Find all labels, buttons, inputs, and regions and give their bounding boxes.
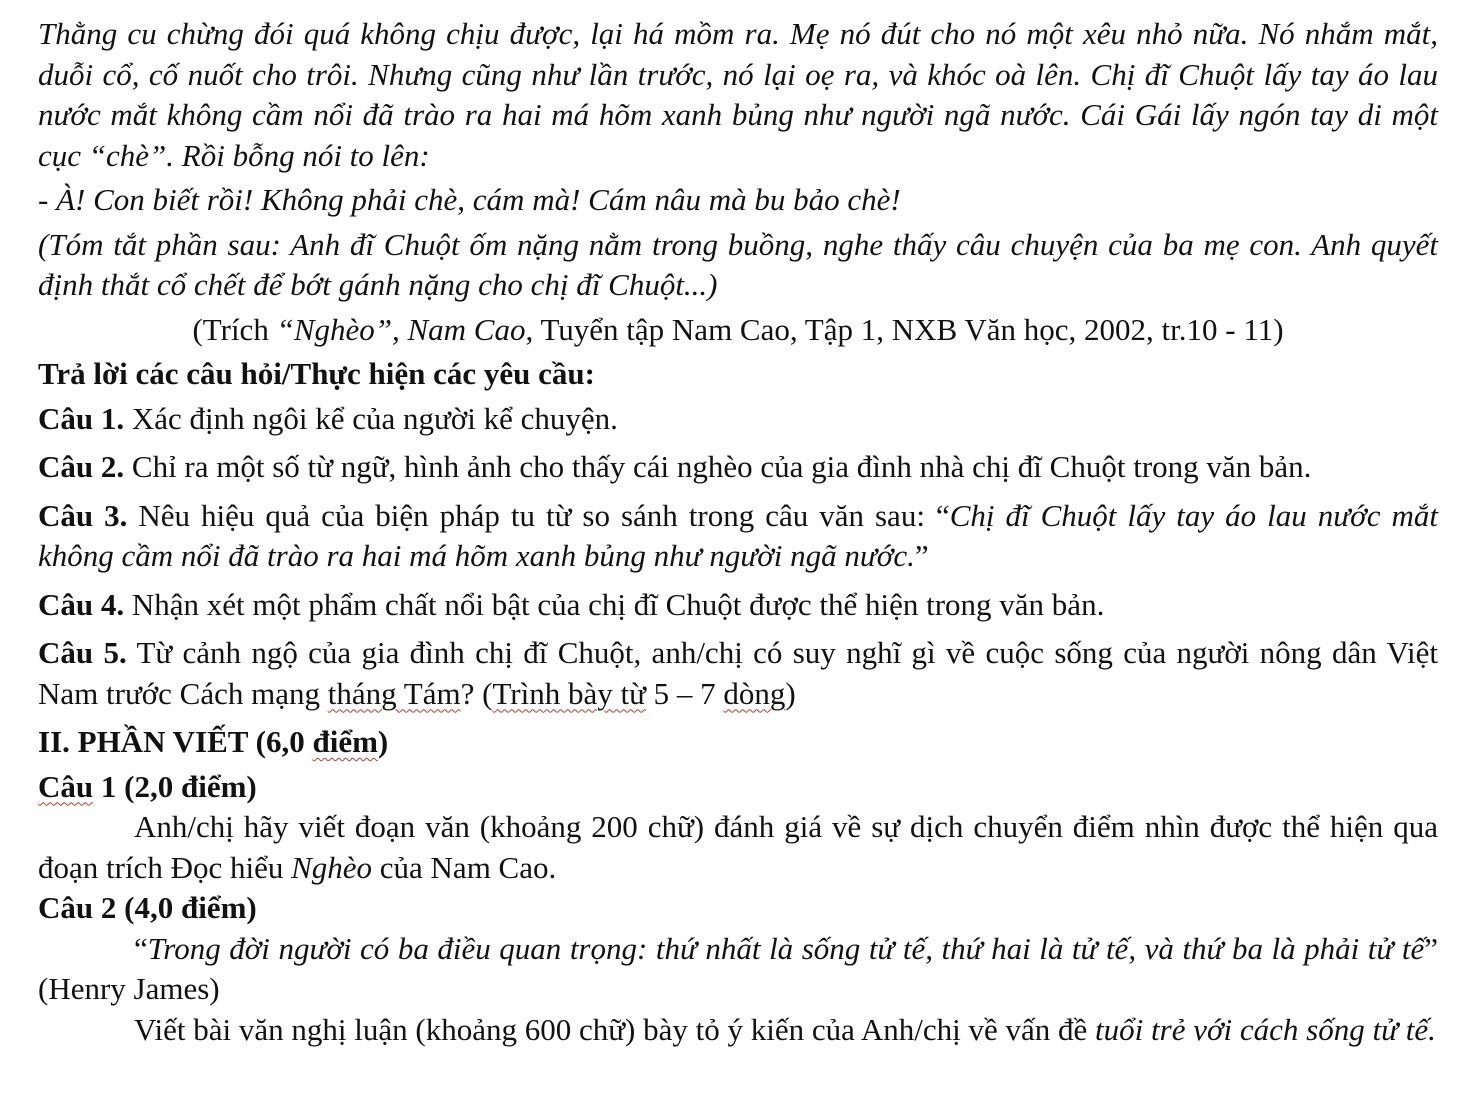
writing-q2-quote [38, 929, 1438, 1010]
spellcheck-word: Trình bày từ [492, 675, 646, 711]
label-rest: 1 (2,0 điểm) [93, 768, 257, 804]
spellcheck-word: điểm [312, 724, 378, 759]
question-text-end: ) [785, 675, 796, 711]
prompt-text-end: của Nam Cao. [372, 849, 557, 885]
question-label: Câu 5. [38, 635, 127, 670]
writing-q2-text [38, 1010, 1438, 1051]
question-text: Từ cảnh ngộ của gia đình chị đĩ Chuột, anh/chị có suy nghĩ gì về cuộc sống của người nông dân Việt Nam trước Cách mạng [38, 635, 1438, 711]
heading-suffix: ) [377, 724, 389, 759]
citation [38, 310, 1438, 351]
question-4 [38, 585, 1438, 626]
question-text: Chỉ ra một số từ ngữ, hình ảnh cho thấy cái nghèo của gia đình nhà chị đĩ Chuột trong văn bản. [124, 449, 1312, 484]
question-text-cont: ? ( [460, 675, 493, 711]
excerpt-paragraph: Thằng cu chừng đói quá không chịu được, lại há mồm ra. Mẹ nó đút cho nó một xêu nhỏ nữa. Nó nhắm mắt, duỗi cổ, cố nuốt cho trôi. Nhưng cũng như lần trước, nó lại oẹ ra, và khóc oà lên. Chị đĩ Chuột lấy tay áo lau nước mắt không cầm nổi đã trào ra hai má hõm xanh bủng như người ngã nước. Cái Gái lấy ngón tay di một cục “chè”. Rồi bỗng nói to lên: [38, 16, 1438, 173]
work-title: Nghèo [291, 849, 373, 885]
excerpt-dialogue: - À! Con biết rồi! Không phải chè, cám mà! Cám nâu mà bu bảo chè! [38, 182, 901, 217]
quote-open: “ [134, 930, 148, 966]
prompt-text: Anh/chị hãy viết đoạn văn (khoảng 200 chữ) đánh giá về sự dịch chuyển điểm nhìn được thể hiện qua đoạn trích Đọc hiểu [38, 809, 1438, 885]
spellcheck-word: tháng Tám [327, 675, 461, 711]
quote-text: Trong đời người có ba điều quan trọng: thứ nhất là sống tử tế, thứ hai là tử tế, và thứ ba là phải tử tế [147, 930, 1425, 966]
question-label: Câu 2. [38, 449, 125, 484]
prompt-text: Viết bài văn nghị luận (khoảng 600 chữ) bày tỏ ý kiến của Anh/chị về vấn đề [134, 1011, 1096, 1047]
spellcheck-word: dòng [723, 675, 786, 711]
heading-prefix: II. PHẦN VIẾT (6,0 [38, 724, 313, 759]
document-page [38, 14, 1438, 1050]
question-text: Nhận xét một phẩm chất nổi bật của chị đĩ Chuột được thể hiện trong văn bản. [124, 586, 1105, 622]
citation-prefix: (Trích [192, 311, 277, 347]
writing-q1-text [38, 807, 1438, 888]
questions-heading: Trả lời các câu hỏi/Thực hiện các yêu cầu: [38, 356, 595, 391]
question-quote: Chị đĩ Chuột lấy tay áo lau nước mắt không cầm nổi đã trào ra hai má hõm xanh bủng như người ngã nước. [38, 497, 1438, 573]
spellcheck-word: Câu [38, 768, 94, 804]
question-label: Câu 1. [38, 400, 125, 436]
writing-q2-label: Câu 2 (4,0 điểm) [38, 890, 257, 925]
writing-section-heading [38, 722, 1438, 763]
citation-work: “Nghèo”, Nam Cao [276, 311, 526, 347]
question-5 [38, 633, 1438, 714]
question-1 [38, 399, 1438, 440]
question-text: Xác định ngôi kể của người kể chuyện. [124, 400, 618, 436]
question-text-cont: 5 – 7 [645, 675, 724, 711]
excerpt-summary: (Tóm tắt phần sau: Anh đĩ Chuột ốm nặng nằm trong buồng, nghe thấy câu chuyện của ba mẹ con. Anh quyết định thắt cổ chết để bớt gánh nặng cho chị đĩ Chuột...) [38, 226, 1438, 302]
question-quote-close: ” [914, 538, 929, 573]
question-label: Câu 4. [38, 586, 125, 622]
citation-suffix: , Tuyển tập Nam Cao, Tập 1, NXB Văn học, 2002, tr.10 - 11) [525, 311, 1284, 347]
question-label: Câu 3. [38, 497, 128, 533]
writing-q1-label [38, 767, 1438, 808]
essay-topic: tuổi trẻ với cách sống tử tế. [1095, 1011, 1436, 1047]
question-text: Nêu hiệu quả của biện pháp tu từ so sánh trong câu văn sau: “ [127, 497, 950, 533]
question-2 [38, 447, 1438, 488]
quote-close: ” (Henry James) [38, 930, 1438, 1006]
question-3 [38, 496, 1438, 577]
